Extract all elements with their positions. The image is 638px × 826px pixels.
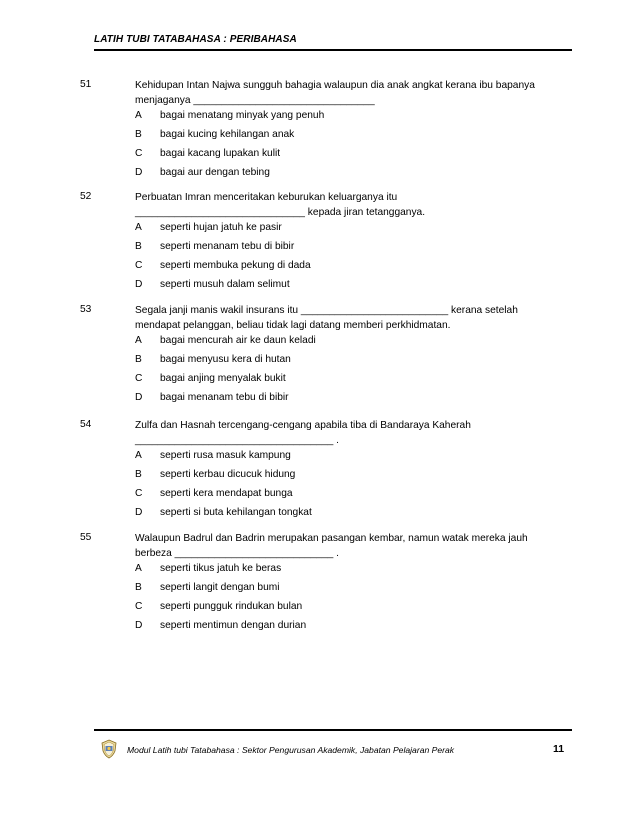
option-text: seperti hujan jatuh ke pasir <box>160 222 282 233</box>
option-text: seperti si buta kehilangan tongkat <box>160 507 312 518</box>
option-letter: D <box>135 392 143 403</box>
option-text: seperti langit dengan bumi <box>160 582 280 593</box>
question-number: 51 <box>80 79 92 90</box>
option-letter: C <box>135 260 143 271</box>
option-letter: D <box>135 507 143 518</box>
question-number: 55 <box>80 532 92 543</box>
option-text: seperti tikus jatuh ke beras <box>160 563 282 574</box>
option-text: bagai mencurah air ke daun keladi <box>160 335 316 346</box>
option-letter: A <box>135 222 142 233</box>
option-text: seperti pungguk rindukan bulan <box>160 601 303 612</box>
header-divider <box>94 49 572 51</box>
question-text: Kehidupan Intan Najwa sungguh bahagia walaupun dia anak angkat kerana ibu bapanya menjaganya ________________________________ <box>135 80 535 106</box>
option-letter: A <box>135 563 142 574</box>
option-letter: D <box>135 620 143 631</box>
option-text: bagai menyusu kera di hutan <box>160 354 291 365</box>
option-text: bagai aur dengan tebing <box>160 167 270 178</box>
option-letter: A <box>135 110 142 121</box>
page-number: 11 <box>553 743 565 755</box>
page-header-title: LATIH TUBI TATABAHASA : PERIBAHASA <box>94 34 297 45</box>
option-letter: B <box>135 129 142 140</box>
option-letter: B <box>135 354 142 365</box>
question-text: Zulfa dan Hasnah tercengang-cengang apabila tiba di Bandaraya Kaherah ___________________________________ . <box>135 420 471 446</box>
option-text: bagai kucing kehilangan anak <box>160 129 295 140</box>
footer-divider <box>94 729 572 731</box>
question-text: Walaupun Badrul dan Badrin merupakan pasangan kembar, namun watak mereka jauh berbeza ____________________________ . <box>135 533 528 559</box>
option-letter: B <box>135 241 142 252</box>
option-text: seperti musuh dalam selimut <box>160 279 290 290</box>
option-text: seperti menanam tebu di bibir <box>160 241 295 252</box>
option-text: bagai anjing menyalak bukit <box>160 373 286 384</box>
option-text: seperti kerbau dicucuk hidung <box>160 469 296 480</box>
footer-text: Modul Latih tubi Tatabahasa : Sektor Pengurusan Akademik, Jabatan Pelajaran Perak <box>127 745 455 755</box>
question-text: Perbuatan Imran menceritakan keburukan keluarganya itu ______________________________ kepada jiran tetangganya. <box>135 192 426 218</box>
question-number: 52 <box>80 191 92 202</box>
question-number: 54 <box>80 419 92 430</box>
option-text: bagai menanam tebu di bibir <box>160 392 289 403</box>
option-letter: A <box>135 450 142 461</box>
option-letter: B <box>135 469 142 480</box>
option-letter: C <box>135 148 143 159</box>
option-letter: C <box>135 373 143 384</box>
option-letter: A <box>135 335 142 346</box>
option-letter: D <box>135 167 143 178</box>
option-letter: D <box>135 279 143 290</box>
option-letter: C <box>135 601 143 612</box>
option-text: seperti rusa masuk kampung <box>160 450 291 461</box>
question-text: Segala janji manis wakil insurans itu __________________________ kerana setelah mendapat pelanggan, beliau tidak lagi datang memberi perkhidmatan. <box>135 305 518 331</box>
option-text: bagai kacang lupakan kulit <box>160 148 281 159</box>
option-letter: B <box>135 582 142 593</box>
option-text: seperti membuka pekung di dada <box>160 260 311 271</box>
option-text: seperti kera mendapat bunga <box>160 488 293 499</box>
option-text: seperti mentimun dengan durian <box>160 620 307 631</box>
option-text: bagai menatang minyak yang penuh <box>160 110 325 121</box>
state-crest-icon <box>99 739 119 759</box>
question-number: 53 <box>80 304 92 315</box>
option-letter: C <box>135 488 143 499</box>
